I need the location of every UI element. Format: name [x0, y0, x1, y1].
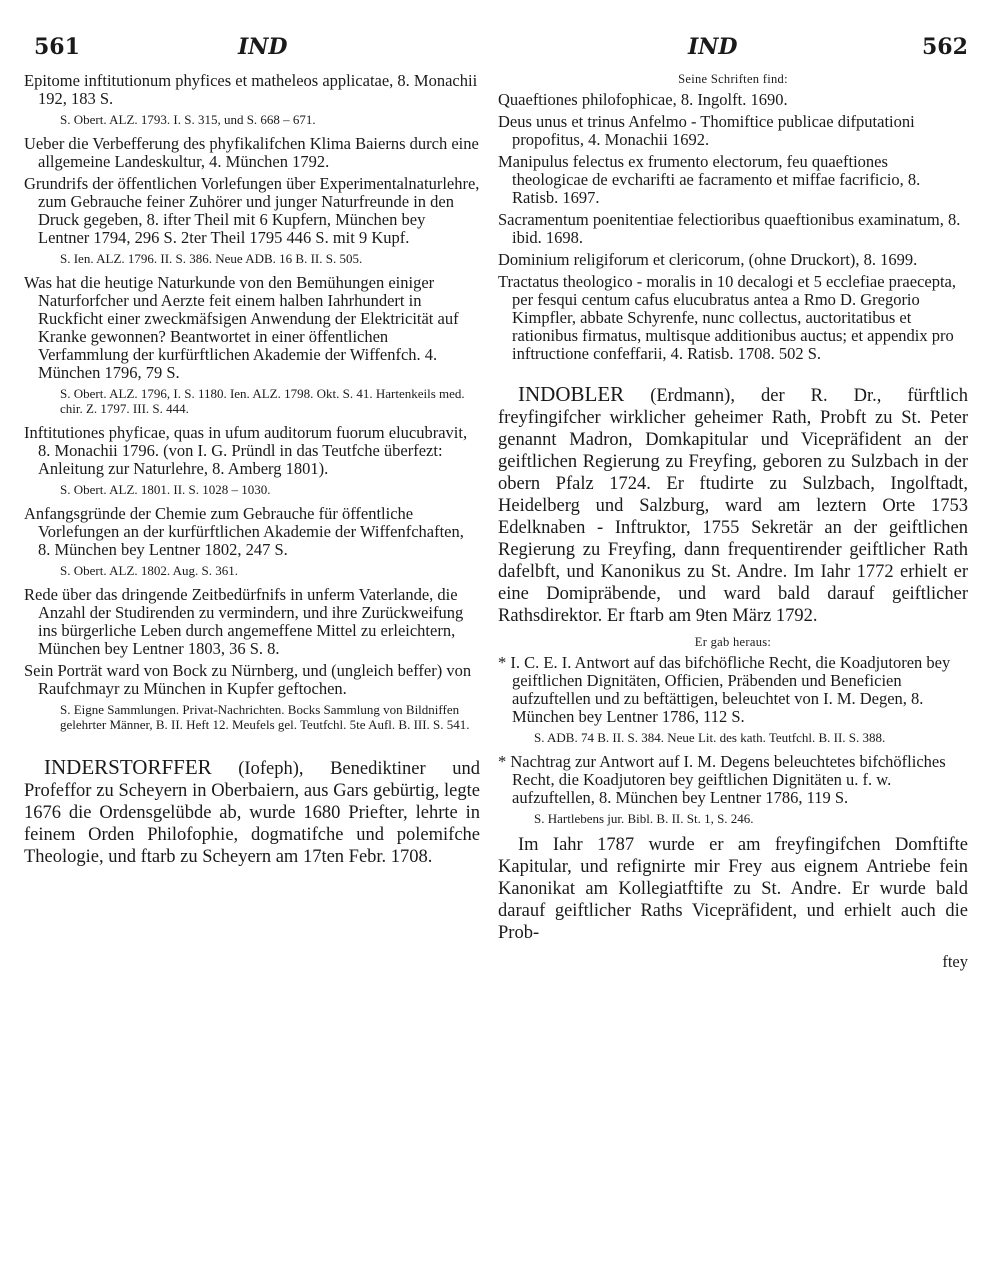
- bibliography-entry: * I. C. E. I. Antwort auf das bifchöfliche Recht, die Koadjutoren bey geiftlichen Dignitäten, Officien, Präbenden und Beneficien aufzuftellen und zu beftättigen, beleuchtet von I. M. Degen, 8. München bey Lentner 1786, 112 S.: [498, 653, 951, 726]
- bibliography-entry: Epitome inftitutionum phyfices et matheleos applicatae, 8. Monachii 192, 183 S.: [24, 71, 478, 108]
- biography-text: (Erdmann), der R. Dr., fürftlich freyfingifcher wirklicher geheimer Rath, Probft zu St. Peter genannt Madron, Domkapitular und Vicepräfident an der geiftlichen Regierung zu Freyfing, geboren zu Sulzbach in der obern Pfalz 1724. Er ftudirte zu Sulzbach, Ingolftadt, Heidelberg und Salzburg, ward am leztern Orte 1753 Edelknaben - Inftruktor, 1755 Sekretär an der geiftlichen Regierung zu Freyfing, dann frequentirender geiftlicher Rath dafelbft, und Kanonikus zu St. Andre. Im Iahr 1772 erhielt er eine Domipräbende, und ward bald darauf geiftlicher Rathsdirektor. Er ftarb am 9ten März 1792.: [498, 386, 968, 626]
- biography-name: INDERSTORFFER: [44, 755, 212, 779]
- bibliography-entry: Was hat die heutige Naturkunde von den Bemühungen einiger Naturforfcher und Aerzte feit einem halben Iahrhundert in Ruckficht einer zweckmäfsigen Anwendung der Elektricität auf Kranke gewonnen? Beantwortet in einer öffentlichen Verfammlung der kurfürftlichen Akademie der Wiffenfch. 4. München 1796, 79 S.: [24, 273, 459, 382]
- left-column: [24, 72, 480, 876]
- page-number-left: 561: [34, 34, 80, 60]
- bibliography-entry: Sein Porträt ward von Bock zu Nürnberg, und (ungleich beffer) von Raufchmayr zu München in Kupfer geftochen.: [24, 661, 472, 698]
- running-head-left: IND: [238, 34, 288, 60]
- review-reference: S. Obert. ALZ. 1801. II. S. 1028 – 1030.: [60, 482, 271, 497]
- bibliography-entry: Manipulus felectus ex frumento electorum, feu quaeftiones theologicae de evcharifti ae facramento et miffae facrificio, 8. Ratisb. 1697.: [498, 152, 921, 207]
- bibliography-entry: Deus unus et trinus Anfelmo - Thomiftice publicae difputationi propofitus, 4. Monachii 1692.: [498, 112, 915, 149]
- bibliography-entry: Grundrifs der öffentlichen Vorlefungen über Experimentalnaturlehre, zum Gebrauche feiner Zuhörer und junger Naturfreunde in den Druck gegeben, 8. ifter Theil mit 6 Kupfern, München bey Lentner 1794, 296 S. 2ter Theil 1795 446 S. mit 9 Kupf.: [24, 174, 480, 247]
- bibliography-entry: Ueber die Verbefferung des phyfikalifchen Klima Baierns durch eine allgemeine Landeskultur, 4. München 1792.: [24, 134, 479, 171]
- review-reference: S. Hartlebens jur. Bibl. B. II. St. 1, S. 246.: [534, 811, 754, 826]
- biography-name: INDOBLER: [518, 382, 625, 406]
- review-reference: S. Eigne Sammlungen. Privat-Nachrichten. Bocks Sammlung von Bildniffen gelehrter Männer, B. II. Heft 12. Meufels gel. Teutfchl. 5te Aufl. B. III. S. 541.: [60, 702, 470, 732]
- bibliography-entry: Dominium religiforum et clericorum, (ohne Druckort), 8. 1699.: [498, 250, 918, 269]
- biography-inderstorffer: [24, 756, 480, 868]
- review-reference: S. ADB. 74 B. II. S. 384. Neue Lit. des kath. Teutfchl. B. II. S. 388.: [534, 730, 886, 745]
- bibliography-entry: Quaeftiones philofophicae, 8. Ingolft. 1690.: [498, 90, 788, 109]
- section-caption: Er gab heraus:: [694, 635, 772, 649]
- running-head-right: IND: [688, 34, 738, 60]
- catchword: ftey: [942, 952, 968, 971]
- bibliography-entry: Sacramentum poenitentiae felectioribus quaeftionibus examinatum, 8. ibid. 1698.: [498, 210, 961, 247]
- section-caption: Seine Schriften find:: [678, 72, 788, 86]
- review-reference: S. Obert. ALZ. 1793. I. S. 315, und S. 668 – 671.: [60, 112, 316, 127]
- bibliography-entry: Inftitutiones phyficae, quas in ufum auditorum fuorum elucubravit, 8. Monachii 1796. (von I. G. Pründl in das Teutfche überfezt: Anleitung zur Naturlehre, 8. Amberg 1801).: [24, 423, 468, 478]
- biography-continuation: Im Iahr 1787 wurde er am freyfingifchen Domftifte Kapitular, und refignirte mir Frey aus eignem Antriebe fein Kanonikat am Kollegiatftifte zu St. Andre. Er wurde bald darauf geiftlicher Raths Vicepräfident, und erhielt auch die Prob-: [498, 835, 968, 943]
- review-reference: S. Ien. ALZ. 1796. II. S. 386. Neue ADB. 16 B. II. S. 505.: [60, 251, 363, 266]
- review-reference: S. Obert. ALZ. 1796, I. S. 1180. Ien. ALZ. 1798. Okt. S. 41. Hartenkeils med. chir. Z. 1797. III. S. 444.: [60, 386, 465, 416]
- biography-indobler: [498, 383, 968, 627]
- review-reference: S. Obert. ALZ. 1802. Aug. S. 361.: [60, 563, 239, 578]
- bibliography-entry: Tractatus theologico - moralis in 10 decalogi et 5 ecclefiae praecepta, per fesqui centum cafus elucubratus antea a Rmo D. Gregorio Kimpfler, abbate Schyrenfe, nunc collectus, auctoritatibus et rationibus firmatus, multisque additionibus auctus; et appendix pro inftructione confeffarii, 4. Ratisb. 1708. 502 S.: [498, 272, 956, 363]
- bibliography-entry: Anfangsgründe der Chemie zum Gebrauche für öffentliche Vorlefungen an der kurfürftlichen Akademie der Wiffenfchaften, 8. München bey Lentner 1802, 247 S.: [24, 504, 464, 559]
- right-column: [498, 72, 968, 972]
- bibliography-entry: * Nachtrag zur Antwort auf I. M. Degens beleuchtetes bifchöfliches Recht, die Koadjutoren bey geiftlichen Dignitäten u. f. w. aufzuftellen, 8. München bey Lentner 1786, 119 S.: [498, 752, 946, 807]
- bibliography-entry: Rede über das dringende Zeitbedürfnifs in unferm Vaterlande, die Anzahl der Studirenden zu vermindern, und ihre Zurückweifung ins bürgerliche Leben durch angemeffene Mittel zu erleichtern, München bey Lentner 1803, 36 S. 8.: [24, 585, 464, 658]
- page-number-right: 562: [922, 34, 968, 60]
- biography-text: (Iofeph), Benediktiner und Profeffor zu Scheyern in Oberbaiern, aus Gars gebürtig, legte 1676 die Ordensgelübde ab, wurde 1680 Priefter, lehrte in feinem Orden Philofophie, dogmatifche und polemifche Theologie, und ftarb zu Scheyern am 17ten Febr. 1708.: [24, 759, 480, 867]
